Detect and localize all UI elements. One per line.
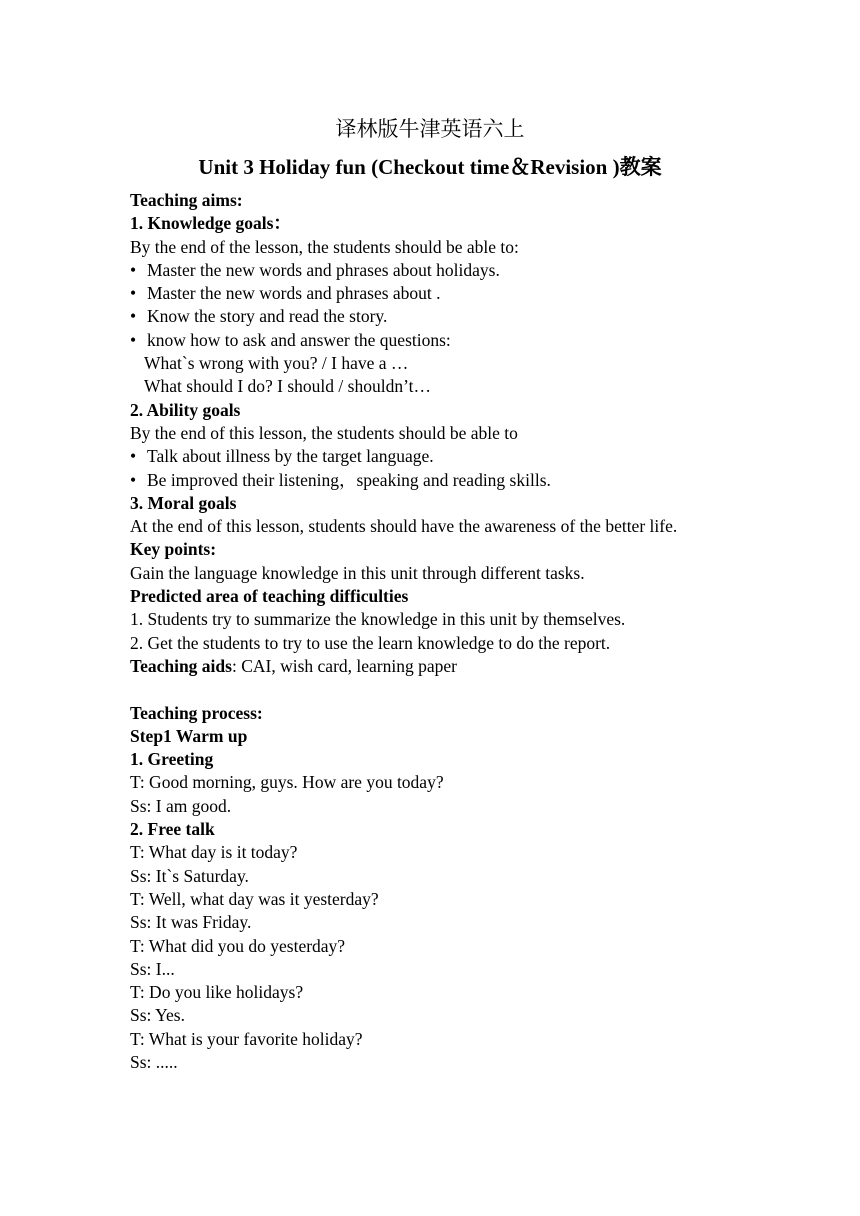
document-title-chinese: 译林版牛津英语六上 bbox=[335, 117, 525, 141]
ability-goals-intro: By the end of this lesson, the students should be able to bbox=[130, 422, 518, 443]
teaching-aids-text: : CAI, wish card, learning paper bbox=[231, 655, 457, 676]
question-line: What should I do? I should / shouldn’t… bbox=[144, 376, 431, 397]
document-title: Unit 3 Holiday fun (Checkout time＆Revision )教案 bbox=[198, 155, 662, 179]
difficulty-item: 1. Students try to summarize the knowledge in this unit by themselves. bbox=[130, 609, 626, 630]
knowledge-bullet bbox=[130, 329, 740, 352]
dialogue-line: T: What day is it today? bbox=[130, 842, 298, 863]
dialogue-line: Ss: It was Friday. bbox=[130, 912, 252, 933]
bullet-text: Master the new words and phrases about . bbox=[147, 283, 441, 304]
difficulty-item: 2. Get the students to try to use the learn knowledge to do the report. bbox=[130, 632, 611, 653]
ability-bullet bbox=[130, 469, 740, 492]
document-body bbox=[130, 189, 740, 1074]
free-talk-heading: 2. Free talk bbox=[130, 819, 215, 840]
dialogue-line: T: Good morning, guys. How are you today? bbox=[130, 772, 444, 793]
bullet-text: Master the new words and phrases about holidays. bbox=[147, 259, 500, 280]
bullet-text: Know the story and read the story. bbox=[147, 306, 388, 327]
step1-heading: Step1 Warm up bbox=[130, 725, 248, 746]
bullet-text: Talk about illness by the target language. bbox=[147, 446, 434, 467]
knowledge-bullet bbox=[130, 282, 740, 305]
teaching-aids-label: Teaching aids bbox=[130, 655, 232, 676]
dialogue-line: T: Well, what day was it yesterday? bbox=[130, 888, 379, 909]
ability-goals-heading: 2. Ability goals bbox=[130, 399, 241, 420]
teaching-process-heading: Teaching process: bbox=[130, 702, 263, 723]
knowledge-bullet bbox=[130, 305, 740, 328]
dialogue-line: Ss: I... bbox=[130, 958, 175, 979]
key-points-heading: Key points: bbox=[130, 539, 217, 560]
moral-goals-text: At the end of this lesson, students should have the awareness of the better life. bbox=[130, 516, 678, 537]
ability-bullet bbox=[130, 445, 740, 468]
dialogue-line: T: Do you like holidays? bbox=[130, 982, 304, 1003]
dialogue-line: Ss: I am good. bbox=[130, 795, 232, 816]
dialogue-line: Ss: ..... bbox=[130, 1051, 178, 1072]
difficulties-heading: Predicted area of teaching difficulties bbox=[130, 586, 409, 607]
bullet-text: know how to ask and answer the questions: bbox=[147, 329, 451, 350]
dialogue-line: T: What is your favorite holiday? bbox=[130, 1028, 363, 1049]
knowledge-goals-heading: 1. Knowledge goals： bbox=[130, 213, 291, 234]
dialogue-line: Ss: It`s Saturday. bbox=[130, 865, 249, 886]
greeting-heading: 1. Greeting bbox=[130, 749, 214, 770]
question-line: What`s wrong with you? / I have a … bbox=[144, 353, 409, 374]
moral-goals-heading: 3. Moral goals bbox=[130, 492, 237, 513]
teaching-aims-heading: Teaching aims: bbox=[130, 190, 243, 210]
bullet-text: Be improved their listening，speaking and reading skills. bbox=[147, 469, 551, 490]
teaching-aids-line bbox=[130, 655, 740, 678]
knowledge-goals-intro: By the end of the lesson, the students should be able to: bbox=[130, 236, 519, 257]
key-points-text: Gain the language knowledge in this unit through different tasks. bbox=[130, 562, 585, 583]
dialogue-line: T: What did you do yesterday? bbox=[130, 935, 346, 956]
knowledge-bullet bbox=[130, 259, 740, 282]
spacer bbox=[130, 678, 740, 701]
dialogue-line: Ss: Yes. bbox=[130, 1005, 185, 1026]
